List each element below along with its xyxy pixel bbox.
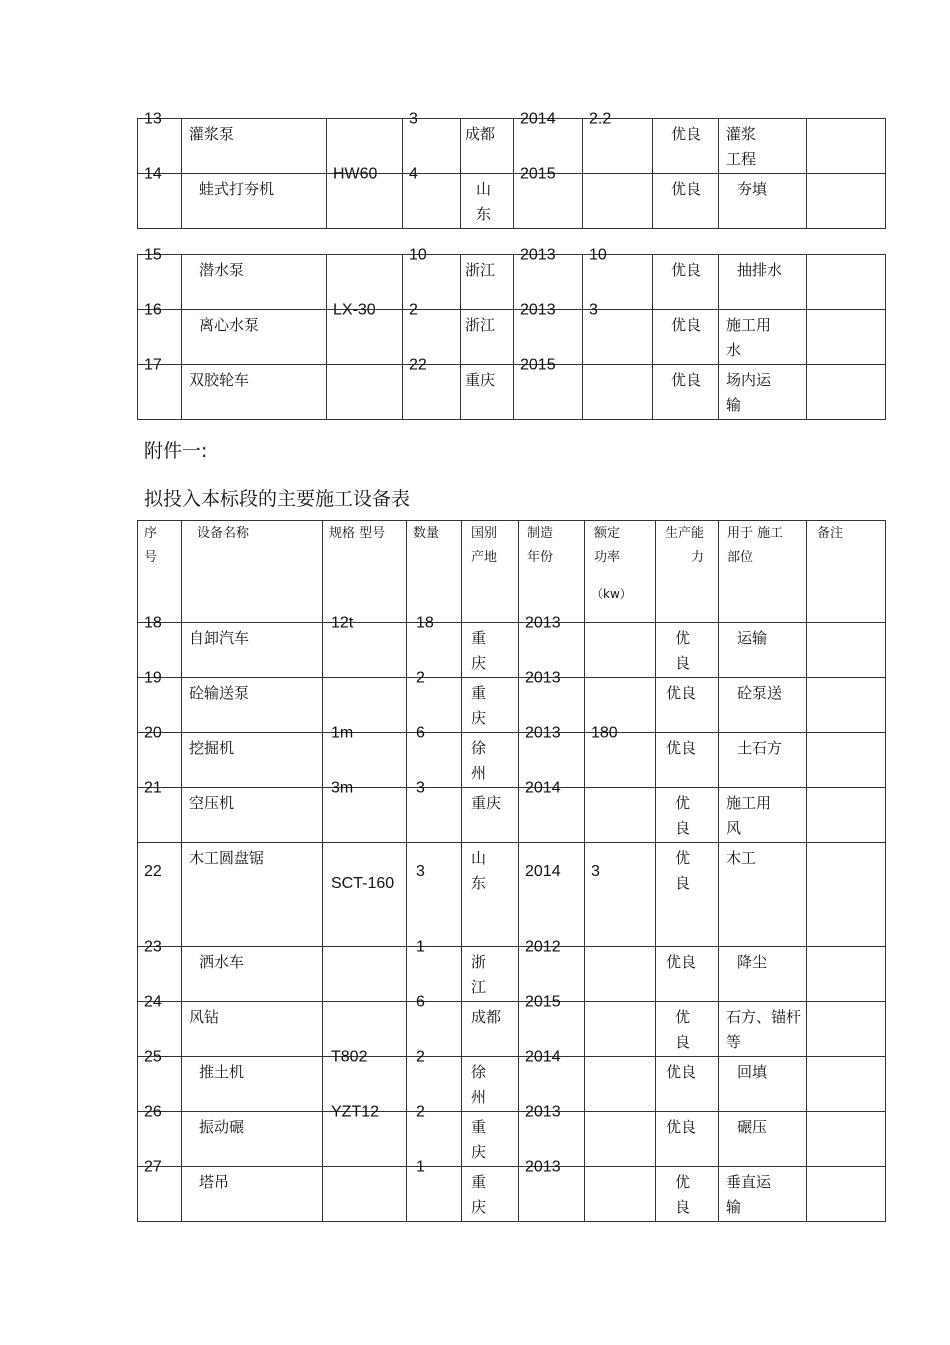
row-number: 24 [144,993,162,1011]
year: 2013 [520,246,556,264]
equipment-name: 灌浆泵 [189,125,235,143]
main-table-title: 拟投入本标段的主要施工设备表 [144,488,411,510]
usage: 砼泵送 [737,684,783,702]
capacity: 优良 [671,316,702,334]
table-row [138,733,886,788]
year: 2014 [525,863,561,880]
year: 2013 [525,724,561,742]
row-number: 14 [144,165,162,183]
quantity: 3 [416,779,425,797]
origin: 浙江 [465,316,496,334]
year: 2013 [525,1158,561,1176]
header-year: 制造年份 [527,526,554,565]
spec: 12t [331,614,354,632]
equipment-name: 空压机 [189,794,235,812]
table-row [138,1112,886,1167]
row-number: 26 [144,1103,162,1121]
table-row [138,1002,886,1057]
equipment-name: 振动碾 [199,1118,245,1136]
equipment-name: 潜水泵 [199,261,245,279]
row-number: 25 [144,1048,162,1066]
row-number: 22 [144,863,162,880]
spec: HW60 [333,165,378,183]
header-capacity: 生产能力 [664,526,704,565]
header-power-unit: （kw） [591,587,632,601]
origin: 山东 [475,180,491,223]
usage: 抽排水 [737,261,783,279]
origin: 浙江 [471,953,487,996]
table-row [138,788,886,843]
quantity: 4 [409,165,418,183]
year: 2015 [525,993,561,1011]
usage: 碾压 [737,1118,768,1136]
table-row [138,310,886,365]
table-row [138,623,886,678]
year: 2014 [525,1048,561,1066]
power: 3 [591,863,600,880]
row-number: 23 [144,938,162,956]
quantity: 3 [416,863,425,880]
quantity: 22 [409,356,427,374]
power: 2.2 [589,110,612,128]
attachment-label: 附件一: [144,440,208,462]
main-equipment-table [137,520,886,1222]
quantity: 1 [416,1158,425,1176]
header-name: 设备名称 [197,526,250,541]
capacity: 优良 [666,953,697,971]
origin: 重庆 [465,371,496,389]
table-row [138,678,886,733]
header-usage: 用于 施工 部位 [727,526,788,565]
usage: 夯填 [737,180,768,198]
equipment-name: 挖掘机 [189,739,235,757]
usage: 灌浆工程 [726,125,757,168]
table-row [138,947,886,1002]
quantity: 10 [409,246,427,264]
year: 2013 [520,301,556,319]
spec: SCT-160 [331,875,395,892]
usage: 场内运输 [726,371,772,414]
capacity: 优良 [666,739,697,757]
year: 2015 [520,356,556,374]
equipment-table-continued-b [137,246,886,420]
origin: 重庆 [471,794,502,812]
equipment-name: 双胶轮车 [189,371,250,389]
equipment-name: 风钻 [189,1008,220,1026]
quantity: 18 [416,614,434,632]
header-qty: 数量 [413,526,440,541]
usage: 垂直运输 [726,1173,772,1216]
year: 2013 [525,1103,561,1121]
capacity: 优良 [666,1118,697,1136]
usage: 降尘 [737,953,768,971]
year: 2014 [520,110,556,128]
usage: 回填 [737,1063,768,1081]
origin: 徐州 [471,1063,487,1106]
table-header-row [138,521,886,623]
table-row [138,1057,886,1112]
capacity: 优良 [674,629,690,672]
usage: 施工用风 [726,794,772,837]
spec: 1m [331,724,354,742]
header-origin: 国别产地 [471,526,498,565]
quantity: 2 [416,1048,425,1066]
equipment-name: 自卸汽车 [189,629,250,647]
origin: 重庆 [471,1118,487,1161]
equipment-name: 木工圆盘锯 [189,849,265,867]
quantity: 6 [416,724,425,742]
origin: 成都 [471,1008,502,1026]
quantity: 1 [416,938,425,956]
capacity: 优良 [674,849,690,892]
usage: 木工 [726,849,757,867]
row-number: 15 [144,246,162,264]
capacity: 优良 [671,371,702,389]
spec: LX-30 [333,301,376,319]
quantity: 6 [416,993,425,1011]
row-number: 20 [144,724,162,742]
table-row [138,255,886,310]
origin: 徐州 [471,739,487,782]
equipment-name: 塔吊 [199,1173,230,1191]
origin: 重庆 [471,629,487,672]
capacity: 优良 [674,1008,690,1051]
capacity: 优良 [671,261,702,279]
usage: 石方、锚杆等 [726,1008,802,1051]
table-row [138,843,886,947]
power: 10 [589,246,607,264]
year: 2012 [525,938,561,956]
usage: 施工用水 [726,316,772,359]
equipment-name: 洒水车 [199,953,245,971]
capacity: 优良 [674,794,690,837]
header-no: 序号 [144,526,158,565]
capacity: 优良 [666,684,697,702]
equipment-name: 蛙式打夯机 [199,180,275,198]
year: 2014 [525,779,561,797]
header-note: 备注 [817,526,844,541]
origin: 重庆 [471,684,487,727]
quantity: 2 [416,1103,425,1121]
origin: 成都 [465,125,496,143]
table-row [138,119,886,174]
equipment-table-continued-a [137,110,886,229]
row-number: 21 [144,779,162,797]
header-spec: 规格 型号 [329,526,386,541]
origin: 重庆 [471,1173,487,1216]
spec: YZT12 [331,1103,380,1121]
quantity: 3 [409,110,418,128]
usage: 土石方 [737,739,783,757]
power: 3 [589,301,598,319]
table-row [138,174,886,229]
spec: T802 [331,1048,368,1066]
usage: 运输 [737,629,768,647]
year: 2015 [520,165,556,183]
row-number: 17 [144,356,162,374]
capacity: 优良 [674,1173,690,1216]
origin: 山东 [471,849,487,892]
quantity: 2 [409,301,418,319]
table-row [138,1167,886,1222]
quantity: 2 [416,669,425,687]
origin: 浙江 [465,261,496,279]
year: 2013 [525,669,561,687]
equipment-name: 离心水泵 [199,316,260,334]
equipment-name: 推土机 [199,1063,245,1081]
capacity: 优良 [671,180,702,198]
spec: 3m [331,779,354,797]
capacity: 优良 [666,1063,697,1081]
table-row [138,365,886,420]
row-number: 27 [144,1158,162,1176]
equipment-name: 砼输送泵 [189,684,250,702]
header-power: 额定功率 [594,526,621,565]
row-number: 19 [144,669,162,687]
power: 180 [591,724,618,742]
capacity: 优良 [671,125,702,143]
row-number: 18 [144,614,162,632]
row-number: 16 [144,301,162,319]
row-number: 13 [144,110,162,128]
year: 2013 [525,614,561,632]
